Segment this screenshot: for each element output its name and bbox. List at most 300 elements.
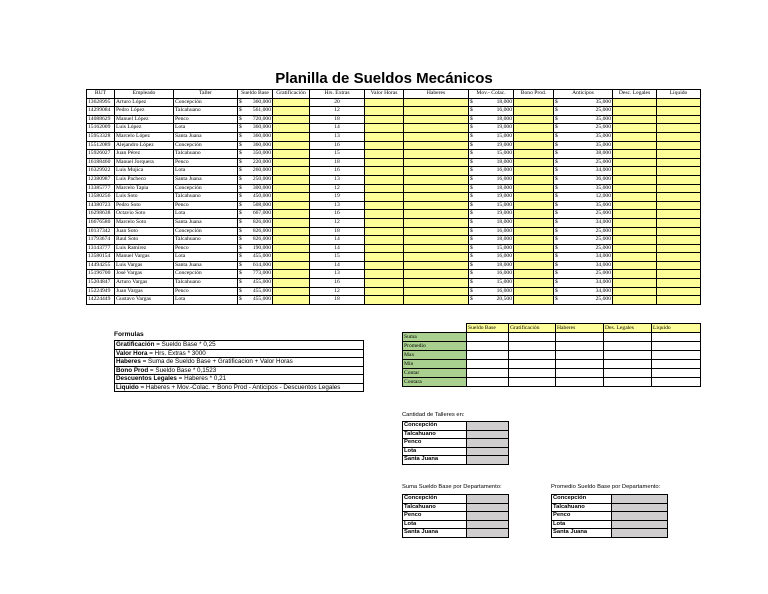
stats-value-cell[interactable] (556, 333, 604, 342)
advances-cell[interactable] (554, 141, 613, 150)
net-pay-cell[interactable] (657, 107, 701, 116)
legal-deductions-cell[interactable] (613, 244, 657, 253)
earnings-cell[interactable] (404, 244, 469, 253)
mov-colac-cell[interactable] (469, 218, 514, 227)
production-bonus-cell[interactable] (514, 296, 554, 305)
legal-deductions-cell[interactable] (613, 150, 657, 159)
earnings-cell[interactable] (404, 132, 469, 141)
advances-cell[interactable] (554, 184, 613, 193)
stats-value-cell[interactable] (604, 333, 652, 342)
earnings-cell[interactable] (404, 296, 469, 305)
mov-colac-cell[interactable] (469, 175, 514, 184)
earnings-cell[interactable] (404, 175, 469, 184)
bonus-cell[interactable] (273, 115, 310, 124)
employee-cell[interactable]: Gustavo Vargas (115, 296, 174, 305)
mov-colac-cell[interactable] (469, 158, 514, 167)
earnings-cell[interactable] (404, 261, 469, 270)
earnings-cell[interactable] (404, 218, 469, 227)
extra-hours-cell[interactable]: 16 (310, 210, 365, 219)
bonus-cell[interactable] (273, 201, 310, 210)
employee-cell[interactable]: Juan Soto (115, 227, 174, 236)
production-bonus-cell[interactable] (514, 124, 554, 133)
rut-cell[interactable]: 14380723 (87, 201, 115, 210)
employee-cell[interactable]: Arturo Vargas (115, 279, 174, 288)
earnings-cell[interactable] (404, 150, 469, 159)
base-salary-cell[interactable] (238, 175, 273, 184)
stats-value-cell[interactable] (467, 378, 509, 387)
mov-colac-cell[interactable] (469, 253, 514, 262)
base-salary-cell[interactable] (238, 193, 273, 202)
employee-cell[interactable]: Alejandro López (115, 141, 174, 150)
hour-value-cell[interactable] (365, 244, 404, 253)
stats-value-cell[interactable] (556, 369, 604, 378)
employee-cell[interactable]: José Vargas (115, 270, 174, 279)
net-pay-cell[interactable] (657, 227, 701, 236)
legal-deductions-cell[interactable] (613, 236, 657, 245)
advances-cell[interactable] (554, 175, 613, 184)
earnings-cell[interactable] (404, 253, 469, 262)
advances-cell[interactable] (554, 296, 613, 305)
stats-value-cell[interactable] (467, 369, 509, 378)
earnings-cell[interactable] (404, 158, 469, 167)
employee-cell[interactable]: Juan Vargas (115, 287, 174, 296)
advances-cell[interactable] (554, 227, 613, 236)
rut-cell[interactable]: 16676580 (87, 218, 115, 227)
taller-count-value-cell[interactable] (467, 439, 509, 448)
bonus-cell[interactable] (273, 150, 310, 159)
taller-count-value-cell[interactable] (467, 447, 509, 456)
stats-value-cell[interactable] (604, 351, 652, 360)
taller-avg-value-cell[interactable] (612, 529, 668, 538)
legal-deductions-cell[interactable] (613, 98, 657, 107)
net-pay-cell[interactable] (657, 261, 701, 270)
production-bonus-cell[interactable] (514, 210, 554, 219)
base-salary-cell[interactable] (238, 261, 273, 270)
hour-value-cell[interactable] (365, 132, 404, 141)
taller-count-value-cell[interactable] (467, 430, 509, 439)
taller-avg-value-cell[interactable] (612, 520, 668, 529)
extra-hours-cell[interactable]: 12 (310, 218, 365, 227)
extra-hours-cell[interactable]: 14 (310, 236, 365, 245)
stats-value-cell[interactable] (652, 333, 701, 342)
hour-value-cell[interactable] (365, 175, 404, 184)
bonus-cell[interactable] (273, 244, 310, 253)
rut-cell[interactable]: 15512089 (87, 141, 115, 150)
employee-cell[interactable]: Pedro Soto (115, 201, 174, 210)
rut-cell[interactable]: 14494255 (87, 261, 115, 270)
workshop-cell[interactable]: Talcahuano (174, 193, 238, 202)
taller-sum-value-cell[interactable] (467, 495, 509, 504)
earnings-cell[interactable] (404, 236, 469, 245)
bonus-cell[interactable] (273, 124, 310, 133)
rut-cell[interactable]: 15953328 (87, 132, 115, 141)
employee-cell[interactable]: Luis Vargas (115, 261, 174, 270)
hour-value-cell[interactable] (365, 158, 404, 167)
net-pay-cell[interactable] (657, 175, 701, 184)
base-salary-cell[interactable] (238, 244, 273, 253)
extra-hours-cell[interactable]: 18 (310, 158, 365, 167)
hour-value-cell[interactable] (365, 115, 404, 124)
workshop-cell[interactable]: Lota (174, 210, 238, 219)
hour-value-cell[interactable] (365, 124, 404, 133)
net-pay-cell[interactable] (657, 150, 701, 159)
production-bonus-cell[interactable] (514, 201, 554, 210)
employee-cell[interactable]: Manuel Vargas (115, 253, 174, 262)
legal-deductions-cell[interactable] (613, 261, 657, 270)
net-pay-cell[interactable] (657, 158, 701, 167)
mov-colac-cell[interactable] (469, 124, 514, 133)
legal-deductions-cell[interactable] (613, 124, 657, 133)
workshop-cell[interactable]: Penco (174, 201, 238, 210)
net-pay-cell[interactable] (657, 253, 701, 262)
rut-cell[interactable]: 14088629 (87, 115, 115, 124)
net-pay-cell[interactable] (657, 184, 701, 193)
stats-value-cell[interactable] (556, 342, 604, 351)
mov-colac-cell[interactable] (469, 132, 514, 141)
production-bonus-cell[interactable] (514, 158, 554, 167)
bonus-cell[interactable] (273, 175, 310, 184)
rut-cell[interactable]: 16188460 (87, 158, 115, 167)
earnings-cell[interactable] (404, 167, 469, 176)
advances-cell[interactable] (554, 132, 613, 141)
workshop-cell[interactable]: Santa Juana (174, 261, 238, 270)
extra-hours-cell[interactable]: 20 (310, 98, 365, 107)
taller-count-value-cell[interactable] (467, 456, 509, 465)
employee-cell[interactable]: Octavio Soto (115, 210, 174, 219)
advances-cell[interactable] (554, 287, 613, 296)
extra-hours-cell[interactable]: 14 (310, 244, 365, 253)
employee-cell[interactable]: Manuel Jorquera (115, 158, 174, 167)
stats-value-cell[interactable] (652, 369, 701, 378)
employee-cell[interactable]: Arturo López (115, 98, 174, 107)
bonus-cell[interactable] (273, 218, 310, 227)
bonus-cell[interactable] (273, 296, 310, 305)
base-salary-cell[interactable] (238, 167, 273, 176)
taller-sum-value-cell[interactable] (467, 503, 509, 512)
workshop-cell[interactable]: Concepción (174, 270, 238, 279)
net-pay-cell[interactable] (657, 287, 701, 296)
extra-hours-cell[interactable]: 18 (310, 296, 365, 305)
stats-value-cell[interactable] (509, 378, 556, 387)
production-bonus-cell[interactable] (514, 107, 554, 116)
bonus-cell[interactable] (273, 253, 310, 262)
earnings-cell[interactable] (404, 98, 469, 107)
production-bonus-cell[interactable] (514, 141, 554, 150)
base-salary-cell[interactable] (238, 107, 273, 116)
base-salary-cell[interactable] (238, 236, 273, 245)
legal-deductions-cell[interactable] (613, 184, 657, 193)
workshop-cell[interactable]: Concepción (174, 227, 238, 236)
rut-cell[interactable]: 13580256 (87, 193, 115, 202)
hour-value-cell[interactable] (365, 236, 404, 245)
net-pay-cell[interactable] (657, 210, 701, 219)
extra-hours-cell[interactable]: 15 (310, 150, 365, 159)
net-pay-cell[interactable] (657, 270, 701, 279)
base-salary-cell[interactable] (238, 210, 273, 219)
base-salary-cell[interactable] (238, 150, 273, 159)
advances-cell[interactable] (554, 167, 613, 176)
employee-cell[interactable]: Marcelo Tapia (115, 184, 174, 193)
legal-deductions-cell[interactable] (613, 210, 657, 219)
extra-hours-cell[interactable]: 16 (310, 167, 365, 176)
earnings-cell[interactable] (404, 270, 469, 279)
base-salary-cell[interactable] (238, 279, 273, 288)
extra-hours-cell[interactable]: 14 (310, 261, 365, 270)
rut-cell[interactable]: 14299084 (87, 107, 115, 116)
rut-cell[interactable]: 15926027 (87, 150, 115, 159)
extra-hours-cell[interactable]: 14 (310, 124, 365, 133)
extra-hours-cell[interactable]: 12 (310, 287, 365, 296)
legal-deductions-cell[interactable] (613, 218, 657, 227)
hour-value-cell[interactable] (365, 150, 404, 159)
net-pay-cell[interactable] (657, 98, 701, 107)
earnings-cell[interactable] (404, 184, 469, 193)
net-pay-cell[interactable] (657, 193, 701, 202)
taller-sum-value-cell[interactable] (467, 512, 509, 521)
base-salary-cell[interactable] (238, 227, 273, 236)
advances-cell[interactable] (554, 236, 613, 245)
legal-deductions-cell[interactable] (613, 287, 657, 296)
bonus-cell[interactable] (273, 287, 310, 296)
advances-cell[interactable] (554, 158, 613, 167)
production-bonus-cell[interactable] (514, 175, 554, 184)
mov-colac-cell[interactable] (469, 201, 514, 210)
stats-value-cell[interactable] (467, 351, 509, 360)
employee-cell[interactable]: Luis Pacheco (115, 175, 174, 184)
advances-cell[interactable] (554, 107, 613, 116)
extra-hours-cell[interactable]: 18 (310, 115, 365, 124)
mov-colac-cell[interactable] (469, 287, 514, 296)
hour-value-cell[interactable] (365, 287, 404, 296)
hour-value-cell[interactable] (365, 193, 404, 202)
production-bonus-cell[interactable] (514, 227, 554, 236)
legal-deductions-cell[interactable] (613, 175, 657, 184)
employee-cell[interactable]: Manuel López (115, 115, 174, 124)
hour-value-cell[interactable] (365, 296, 404, 305)
stats-value-cell[interactable] (556, 360, 604, 369)
base-salary-cell[interactable] (238, 184, 273, 193)
production-bonus-cell[interactable] (514, 115, 554, 124)
hour-value-cell[interactable] (365, 201, 404, 210)
base-salary-cell[interactable] (238, 201, 273, 210)
stats-value-cell[interactable] (652, 351, 701, 360)
rut-cell[interactable]: 15204847 (87, 279, 115, 288)
legal-deductions-cell[interactable] (613, 296, 657, 305)
earnings-cell[interactable] (404, 227, 469, 236)
rut-cell[interactable]: 15224949 (87, 287, 115, 296)
employee-cell[interactable]: Raul Soto (115, 236, 174, 245)
net-pay-cell[interactable] (657, 279, 701, 288)
advances-cell[interactable] (554, 115, 613, 124)
hour-value-cell[interactable] (365, 141, 404, 150)
net-pay-cell[interactable] (657, 296, 701, 305)
employee-cell[interactable]: Luis Soto (115, 193, 174, 202)
net-pay-cell[interactable] (657, 132, 701, 141)
rut-cell[interactable]: 11793674 (87, 236, 115, 245)
mov-colac-cell[interactable] (469, 115, 514, 124)
bonus-cell[interactable] (273, 132, 310, 141)
hour-value-cell[interactable] (365, 184, 404, 193)
stats-value-cell[interactable] (604, 342, 652, 351)
bonus-cell[interactable] (273, 270, 310, 279)
extra-hours-cell[interactable]: 13 (310, 132, 365, 141)
base-salary-cell[interactable] (238, 218, 273, 227)
base-salary-cell[interactable] (238, 287, 273, 296)
legal-deductions-cell[interactable] (613, 115, 657, 124)
rut-cell[interactable]: 13580154 (87, 253, 115, 262)
legal-deductions-cell[interactable] (613, 107, 657, 116)
net-pay-cell[interactable] (657, 124, 701, 133)
workshop-cell[interactable]: Santa Juana (174, 175, 238, 184)
mov-colac-cell[interactable] (469, 244, 514, 253)
production-bonus-cell[interactable] (514, 218, 554, 227)
production-bonus-cell[interactable] (514, 261, 554, 270)
hour-value-cell[interactable] (365, 167, 404, 176)
production-bonus-cell[interactable] (514, 279, 554, 288)
workshop-cell[interactable]: Penco (174, 115, 238, 124)
rut-cell[interactable]: 14224449 (87, 296, 115, 305)
employee-cell[interactable]: Luis Ramírez (115, 244, 174, 253)
workshop-cell[interactable]: Talcahuano (174, 150, 238, 159)
workshop-cell[interactable]: Talcahuano (174, 279, 238, 288)
stats-value-cell[interactable] (509, 333, 556, 342)
net-pay-cell[interactable] (657, 201, 701, 210)
advances-cell[interactable] (554, 218, 613, 227)
earnings-cell[interactable] (404, 279, 469, 288)
bonus-cell[interactable] (273, 193, 310, 202)
earnings-cell[interactable] (404, 201, 469, 210)
base-salary-cell[interactable] (238, 132, 273, 141)
stats-value-cell[interactable] (467, 333, 509, 342)
bonus-cell[interactable] (273, 210, 310, 219)
bonus-cell[interactable] (273, 167, 310, 176)
legal-deductions-cell[interactable] (613, 193, 657, 202)
stats-value-cell[interactable] (509, 369, 556, 378)
bonus-cell[interactable] (273, 227, 310, 236)
stats-value-cell[interactable] (652, 378, 701, 387)
mov-colac-cell[interactable] (469, 167, 514, 176)
legal-deductions-cell[interactable] (613, 158, 657, 167)
production-bonus-cell[interactable] (514, 98, 554, 107)
stats-value-cell[interactable] (467, 342, 509, 351)
mov-colac-cell[interactable] (469, 261, 514, 270)
advances-cell[interactable] (554, 261, 613, 270)
stats-value-cell[interactable] (604, 378, 652, 387)
legal-deductions-cell[interactable] (613, 227, 657, 236)
net-pay-cell[interactable] (657, 141, 701, 150)
mov-colac-cell[interactable] (469, 296, 514, 305)
production-bonus-cell[interactable] (514, 244, 554, 253)
earnings-cell[interactable] (404, 115, 469, 124)
earnings-cell[interactable] (404, 107, 469, 116)
rut-cell[interactable]: 13628995 (87, 98, 115, 107)
earnings-cell[interactable] (404, 287, 469, 296)
workshop-cell[interactable]: Penco (174, 287, 238, 296)
bonus-cell[interactable] (273, 184, 310, 193)
stats-value-cell[interactable] (509, 360, 556, 369)
taller-count-value-cell[interactable] (467, 422, 509, 431)
hour-value-cell[interactable] (365, 253, 404, 262)
employee-cell[interactable]: Luis López (115, 124, 174, 133)
earnings-cell[interactable] (404, 124, 469, 133)
taller-avg-value-cell[interactable] (612, 495, 668, 504)
taller-sum-value-cell[interactable] (467, 520, 509, 529)
mov-colac-cell[interactable] (469, 270, 514, 279)
rut-cell[interactable]: 16329922 (87, 167, 115, 176)
hour-value-cell[interactable] (365, 261, 404, 270)
employee-cell[interactable]: Marcelo Soto (115, 218, 174, 227)
base-salary-cell[interactable] (238, 98, 273, 107)
base-salary-cell[interactable] (238, 124, 273, 133)
extra-hours-cell[interactable]: 18 (310, 227, 365, 236)
hour-value-cell[interactable] (365, 210, 404, 219)
legal-deductions-cell[interactable] (613, 141, 657, 150)
bonus-cell[interactable] (273, 107, 310, 116)
stats-value-cell[interactable] (509, 351, 556, 360)
workshop-cell[interactable]: Talcahuano (174, 236, 238, 245)
legal-deductions-cell[interactable] (613, 167, 657, 176)
base-salary-cell[interactable] (238, 270, 273, 279)
bonus-cell[interactable] (273, 98, 310, 107)
advances-cell[interactable] (554, 244, 613, 253)
bonus-cell[interactable] (273, 279, 310, 288)
stats-value-cell[interactable] (509, 342, 556, 351)
production-bonus-cell[interactable] (514, 270, 554, 279)
hour-value-cell[interactable] (365, 279, 404, 288)
mov-colac-cell[interactable] (469, 210, 514, 219)
rut-cell[interactable]: 10137342 (87, 227, 115, 236)
extra-hours-cell[interactable]: 16 (310, 279, 365, 288)
taller-avg-value-cell[interactable] (612, 512, 668, 521)
hour-value-cell[interactable] (365, 107, 404, 116)
bonus-cell[interactable] (273, 158, 310, 167)
production-bonus-cell[interactable] (514, 132, 554, 141)
bonus-cell[interactable] (273, 261, 310, 270)
production-bonus-cell[interactable] (514, 150, 554, 159)
workshop-cell[interactable]: Lota (174, 253, 238, 262)
legal-deductions-cell[interactable] (613, 253, 657, 262)
advances-cell[interactable] (554, 270, 613, 279)
legal-deductions-cell[interactable] (613, 270, 657, 279)
hour-value-cell[interactable] (365, 227, 404, 236)
extra-hours-cell[interactable]: 19 (310, 193, 365, 202)
extra-hours-cell[interactable]: 16 (310, 141, 365, 150)
stats-value-cell[interactable] (604, 369, 652, 378)
net-pay-cell[interactable] (657, 115, 701, 124)
extra-hours-cell[interactable]: 13 (310, 270, 365, 279)
mov-colac-cell[interactable] (469, 227, 514, 236)
workshop-cell[interactable]: Concepción (174, 141, 238, 150)
taller-sum-value-cell[interactable] (467, 529, 509, 538)
advances-cell[interactable] (554, 210, 613, 219)
extra-hours-cell[interactable]: 15 (310, 253, 365, 262)
earnings-cell[interactable] (404, 210, 469, 219)
production-bonus-cell[interactable] (514, 236, 554, 245)
advances-cell[interactable] (554, 124, 613, 133)
net-pay-cell[interactable] (657, 167, 701, 176)
base-salary-cell[interactable] (238, 141, 273, 150)
net-pay-cell[interactable] (657, 218, 701, 227)
production-bonus-cell[interactable] (514, 253, 554, 262)
mov-colac-cell[interactable] (469, 236, 514, 245)
extra-hours-cell[interactable]: 12 (310, 184, 365, 193)
base-salary-cell[interactable] (238, 158, 273, 167)
advances-cell[interactable] (554, 279, 613, 288)
rut-cell[interactable]: 12380987 (87, 175, 115, 184)
bonus-cell[interactable] (273, 141, 310, 150)
stats-value-cell[interactable] (652, 360, 701, 369)
legal-deductions-cell[interactable] (613, 132, 657, 141)
